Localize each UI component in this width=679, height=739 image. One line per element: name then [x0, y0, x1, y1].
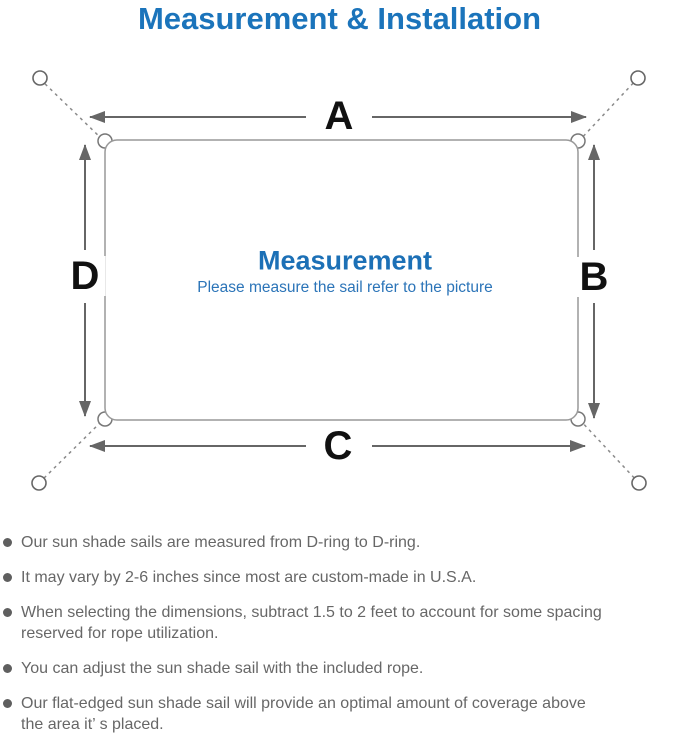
note-line: Our flat-edged sun shade sail will provide an optimal amount of coverage above	[21, 695, 586, 712]
measurement-subtitle: Please measure the sail refer to the picture	[197, 279, 493, 296]
bullet-icon	[3, 573, 12, 582]
note-line: reserved for rope utilization.	[21, 625, 219, 642]
note-line: Our sun shade sails are measured from D-ring to D-ring.	[21, 534, 421, 551]
measurement-heading: Measurement	[257, 245, 433, 276]
note-item	[0, 567, 679, 588]
note-item	[0, 532, 679, 553]
instruction-notes	[0, 532, 679, 739]
note-line: When selecting the dimensions, subtract 1.5 to 2 feet to account for some spacing	[21, 604, 602, 621]
dimension-label-d: D	[65, 256, 106, 296]
note-line: You can adjust the sun shade sail with the included rope.	[21, 660, 424, 677]
bullet-icon	[3, 538, 12, 547]
page-title: Measurement & Installation	[137, 1, 542, 36]
note-item	[0, 693, 679, 735]
bullet-icon	[3, 664, 12, 673]
bullet-icon	[3, 608, 12, 617]
note-line: It may vary by 2-6 inches since most are custom-made in U.S.A.	[21, 569, 477, 586]
bullet-icon	[3, 699, 12, 708]
dimension-label-c: C	[318, 426, 359, 466]
note-item	[0, 658, 679, 679]
dimension-label-b: B	[574, 257, 615, 297]
dimension-label-a: A	[319, 96, 360, 136]
note-line: the area it’ s placed.	[21, 716, 164, 733]
note-item	[0, 602, 679, 644]
